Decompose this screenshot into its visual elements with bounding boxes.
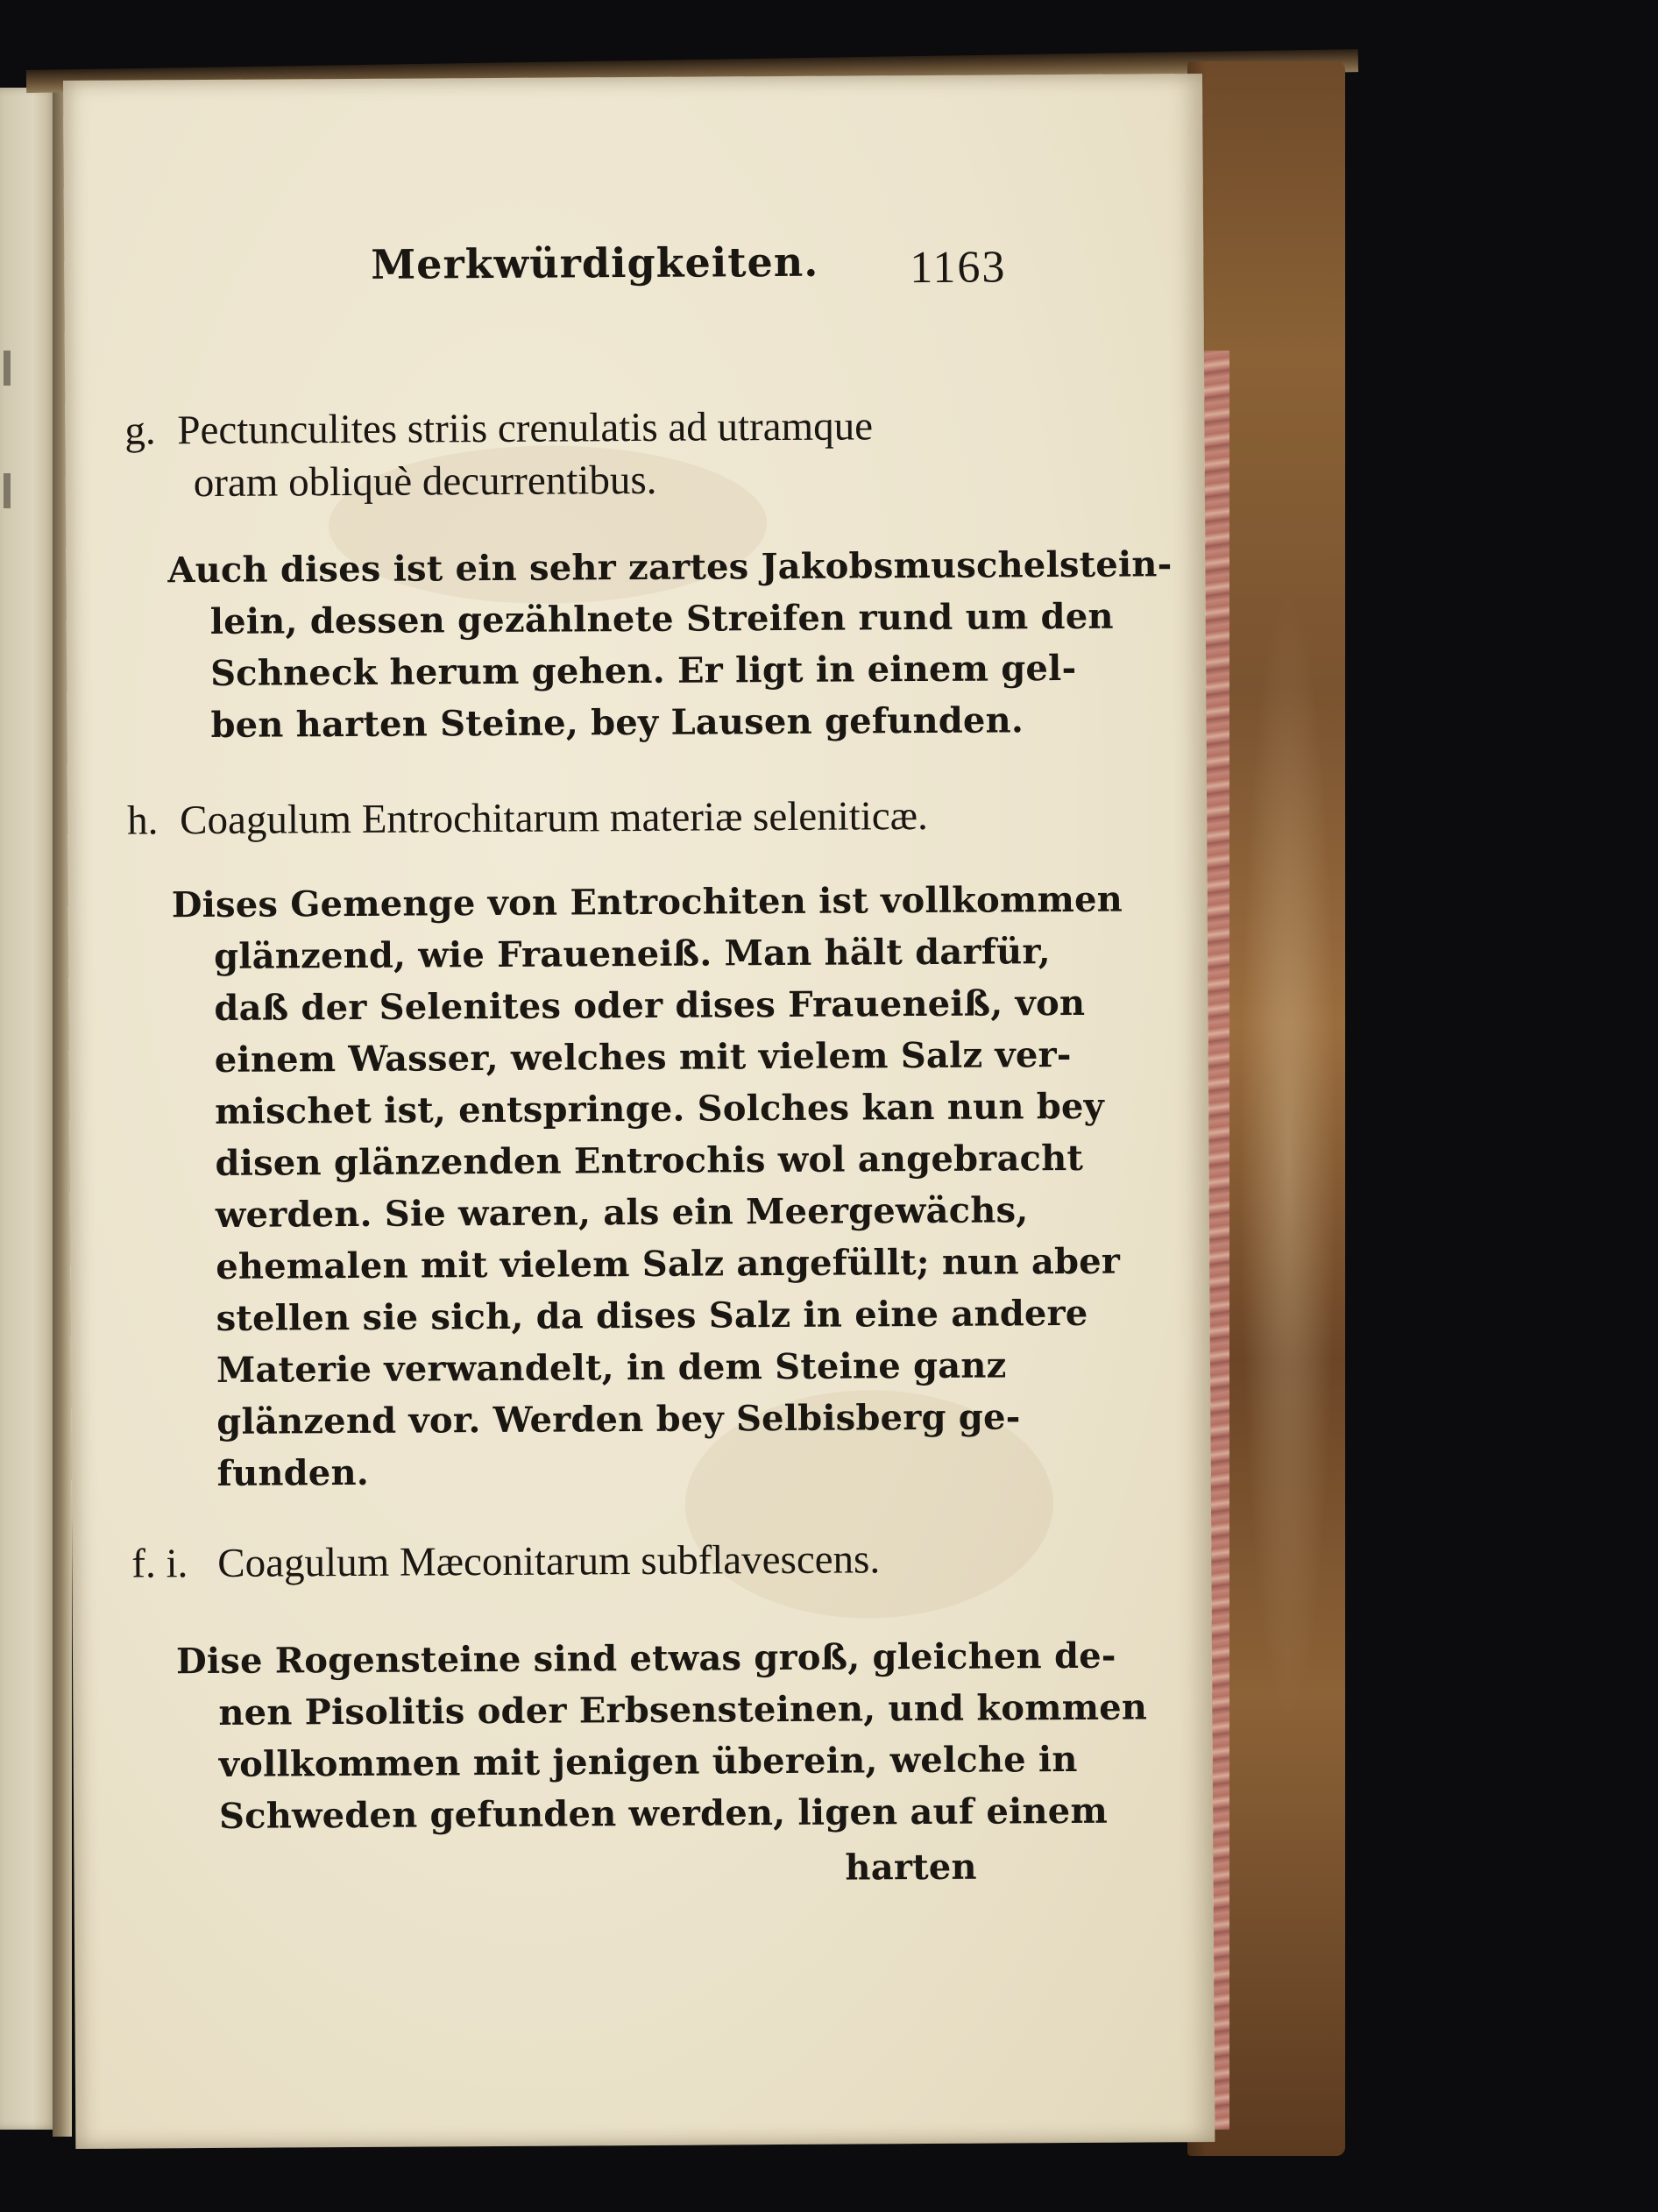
facing-page-text-fragment — [4, 351, 11, 386]
paragraph-line: werden. Sie waren, als ein Meergewächs, — [215, 1189, 1029, 1236]
paragraph-line: lein, dessen gezählnete Streifen rund um den — [209, 595, 1114, 642]
paragraph-line: nen Pisolitis oder Erbsensteinen, und kommen — [218, 1686, 1148, 1733]
entry-title-line: Coagulum Entrochitarum materiæ seleniticæ. — [180, 792, 928, 844]
entry-title-line: Coagulum Mæconitarum subflavescens. — [217, 1536, 881, 1586]
facing-page-edge — [0, 88, 60, 2130]
entry-i — [131, 1533, 880, 1590]
paragraph-line: ben harten Steine, bey Lausen gefunden. — [210, 699, 1024, 746]
paragraph-i — [176, 1629, 1148, 1842]
page-number: 1163 — [910, 242, 1007, 294]
paragraph-line: einem Wasser, welches mit vielem Salz ver- — [214, 1033, 1072, 1081]
entry-letter: f. i. — [131, 1541, 188, 1587]
paragraph-line: disen glänzenden Entrochis wol angebracht — [215, 1137, 1084, 1184]
paragraph-line: Auch dises ist ein sehr zartes Jakobsmuschelstein- — [167, 543, 1173, 592]
entry-letter: g. — [124, 408, 156, 454]
cover-sheen — [1240, 587, 1336, 1726]
entry-h — [127, 790, 928, 847]
running-head: Merkwürdigkeiten. — [371, 238, 819, 288]
page-text — [63, 74, 1215, 2149]
paragraph-g — [167, 538, 1173, 751]
paragraph-line: funden. — [216, 1451, 370, 1494]
entry-letter: h. — [127, 798, 159, 844]
paragraph-line: ehemalen mit vielem Salz angefüllt; nun aber — [216, 1240, 1121, 1287]
paragraph-line: daß der Selenites oder dises Fraueneiß, von — [214, 982, 1086, 1029]
entry-title-line: oram obliquè decurrentibus. — [193, 457, 657, 507]
paragraph-line: Dise Rogensteine sind etwas groß, gleichen de- — [175, 1634, 1116, 1683]
catchword — [845, 1841, 977, 1894]
paragraph-line: Materie verwandelt, in dem Steine ganz — [216, 1344, 1007, 1391]
paragraph-h — [172, 874, 1127, 1500]
paragraph-line: glänzend vor. Werden bey Selbisberg ge- — [216, 1396, 1021, 1443]
paragraph-line: Schweden gefunden werden, ligen auf einem — [218, 1790, 1109, 1837]
paragraph-line: stellen sie sich, da dises Salz in eine andere — [216, 1292, 1088, 1339]
paragraph-line: Dises Gemenge von Entrochiten ist vollkommen — [171, 878, 1123, 926]
paragraph-line: vollkommen mit jenigen überein, welche in — [218, 1738, 1078, 1785]
book-page — [63, 74, 1215, 2149]
paragraph-line: mischet ist, entspringe. Solches kan nun bey — [215, 1085, 1105, 1132]
facing-page-text-fragment — [4, 473, 11, 508]
entry-title-line: Pectunculites striis crenulatis ad utramque — [177, 403, 874, 454]
entry-g — [124, 400, 873, 509]
paragraph-line: Schneck herum gehen. Er ligt in einem gel- — [209, 647, 1077, 694]
paragraph-line: glänzend, wie Fraueneiß. Man hält darfür, — [213, 931, 1051, 977]
catchword-text: harten — [845, 1846, 977, 1889]
